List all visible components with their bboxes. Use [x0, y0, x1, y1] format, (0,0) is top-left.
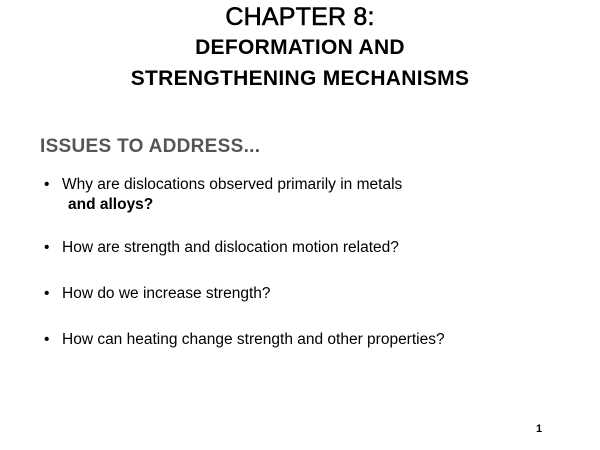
- issues-list: [44, 175, 584, 350]
- chapter-subtitle-line-2: STRENGTHENING MECHANISMS: [130, 67, 470, 90]
- list-item: [44, 175, 584, 215]
- bullet-icon: •: [44, 331, 50, 348]
- bullet-icon: •: [44, 285, 50, 302]
- list-item-text: Why are dislocations observed primarily in metals: [62, 176, 403, 193]
- list-item: [44, 284, 584, 304]
- list-item-text: How are strength and dislocation motion related?: [62, 239, 399, 256]
- list-item: [44, 330, 584, 350]
- list-item-continuation: and alloys?: [68, 196, 154, 213]
- issues-heading: ISSUES TO ADDRESS...: [40, 136, 261, 157]
- list-item: [44, 238, 584, 258]
- list-item-text: How do we increase strength?: [62, 285, 271, 302]
- page-number: 1: [536, 423, 543, 435]
- slide-title: [0, 2, 600, 94]
- list-item-text: How can heating change strength and other properties?: [62, 331, 445, 348]
- chapter-subtitle-line-1: DEFORMATION AND: [195, 36, 405, 59]
- bullet-icon: •: [44, 176, 50, 193]
- bullet-icon: •: [44, 239, 50, 256]
- chapter-title: CHAPTER 8:: [225, 3, 375, 31]
